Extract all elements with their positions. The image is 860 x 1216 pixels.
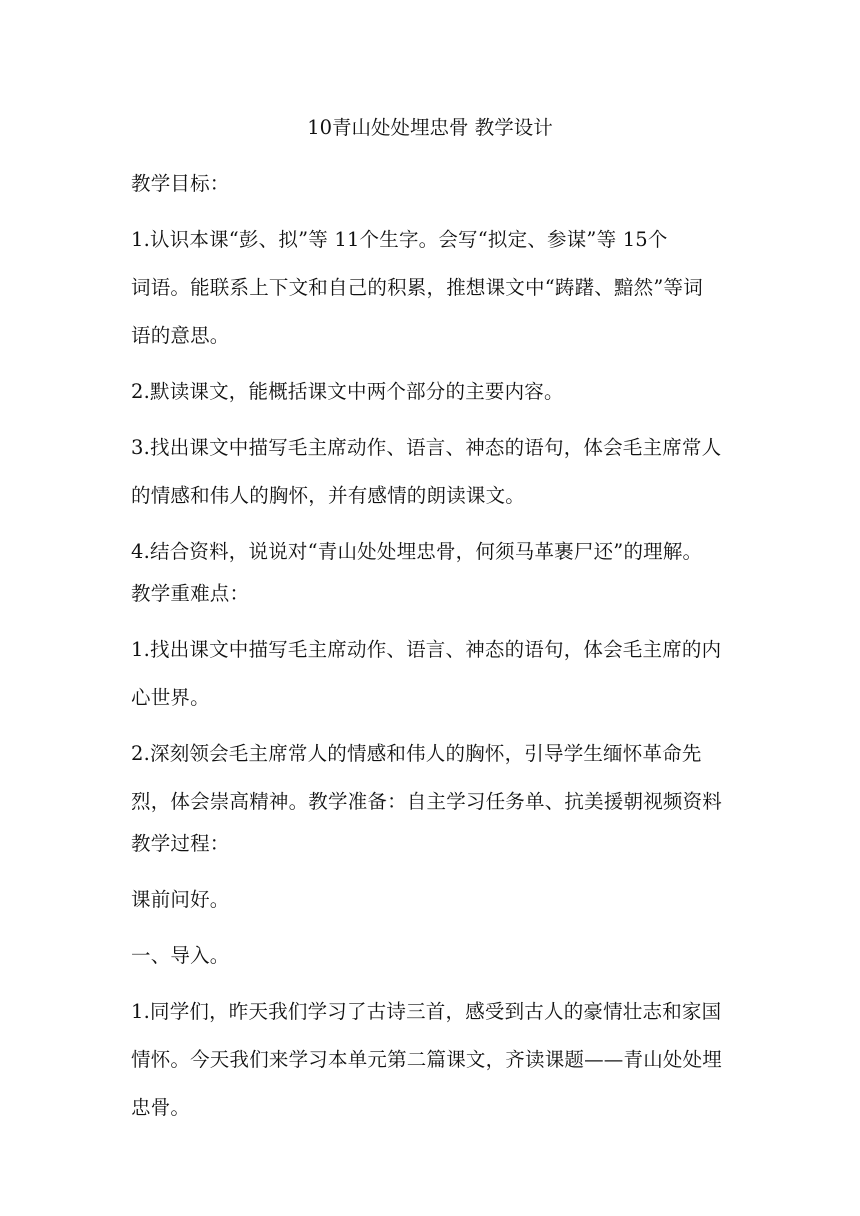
goal-1-line-2: 词语。能联系上下文和自己的积累，推想课文中“踌躇、黯然”等词 (131, 276, 703, 299)
difficulty-1-line-1: 1.找出课文中描写毛主席动作、语言、神态的语句，体会毛主席的内 (131, 638, 722, 661)
heading-teaching-process: 教学过程： (131, 832, 230, 855)
heading-key-difficulties: 教学重难点： (131, 582, 250, 605)
intro-1-line-2: 情怀。今天我们来学习本单元第二篇课文，齐读课题——青山处处埋 (131, 1048, 723, 1071)
difficulty-1-line-2: 心世界。 (131, 686, 210, 709)
difficulty-2-line-2: 烈，体会崇高精神。教学准备：自主学习任务单、抗美援朝视频资料 (131, 790, 723, 813)
goal-1-line-3: 语的意思。 (131, 324, 230, 347)
goal-3-line-1: 3.找出课文中描写毛主席动作、语言、神态的语句，体会毛主席常人 (131, 436, 722, 459)
section-introduction: 一、导入。 (131, 944, 230, 967)
heading-teaching-goals: 教学目标： (131, 172, 230, 195)
pre-class-greeting: 课前问好。 (131, 888, 230, 911)
goal-2: 2.默读课文，能概括课文中两个部分的主要内容。 (131, 380, 564, 403)
intro-1-line-1: 1.同学们，昨天我们学习了古诗三首，感受到古人的豪情壮志和家国 (131, 1000, 722, 1023)
intro-1-line-3: 忠骨。 (131, 1096, 191, 1119)
goal-3-line-2: 的情感和伟人的胸怀，并有感情的朗读课文。 (131, 484, 526, 507)
goal-4: 4.结合资料，说说对“青山处处埋忠骨，何须马革裹尸还”的理解。 (131, 540, 703, 563)
document-title: 10青山处处埋忠骨 教学设计 (307, 116, 553, 139)
difficulty-2-line-1: 2.深刻领会毛主席常人的情感和伟人的胸怀，引导学生缅怀革命先 (131, 742, 702, 765)
goal-1-line-1: 1.认识本课“彭、拟”等 11个生字。会写“拟定、参谋”等 15个 (131, 228, 668, 251)
